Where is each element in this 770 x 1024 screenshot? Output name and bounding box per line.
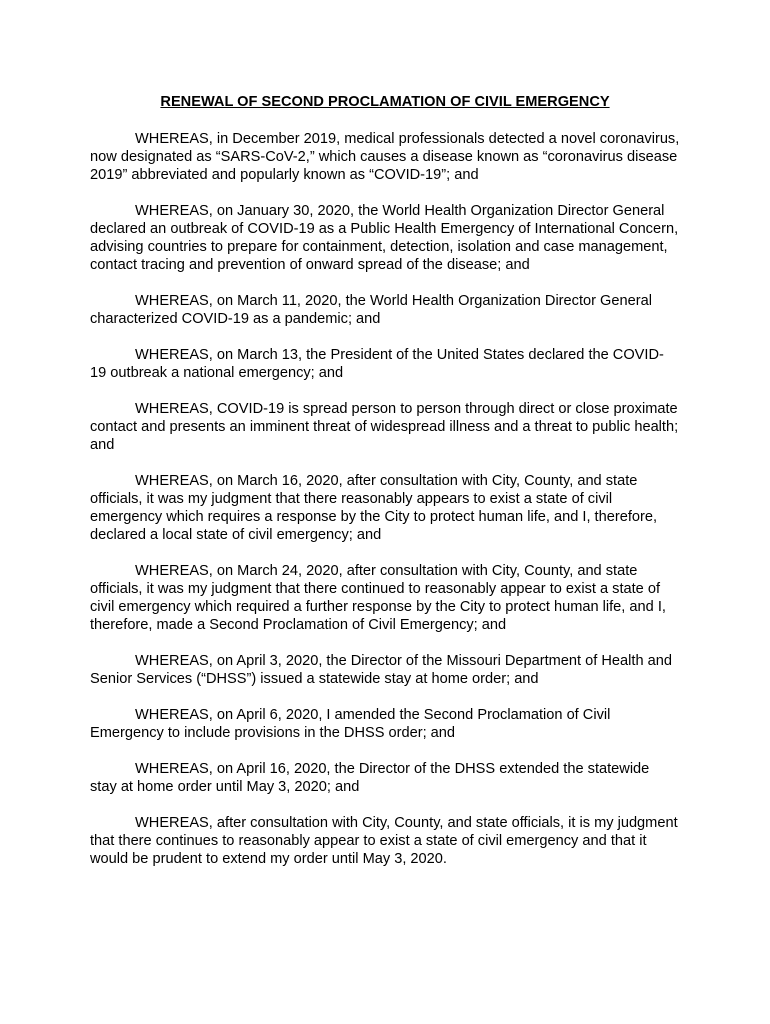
whereas-paragraph-7: WHEREAS, on March 24, 2020, after consultation with City, County, and state officials, it was my judgment that there continued to reasonably appear to exist a state of civil emergency which required a further response by the City to protect human life, and I, therefore, made a Second Proclamation of Civil Emergency; and: [90, 563, 666, 633]
whereas-paragraph-3: WHEREAS, on March 11, 2020, the World Health Organization Director General characterized COVID-19 as a pandemic; and: [90, 293, 652, 327]
whereas-paragraph-9: WHEREAS, on April 6, 2020, I amended the Second Proclamation of Civil Emergency to include provisions in the DHSS order; and: [90, 707, 611, 741]
whereas-paragraph-2: WHEREAS, on January 30, 2020, the World Health Organization Director General declared an outbreak of COVID-19 as a Public Health Emergency of International Concern, advising countries to prepare for containment, detection, isolation and case management, contact tracing and prevention of onward spread of the disease; and: [90, 203, 679, 273]
whereas-paragraph-1: WHEREAS, in December 2019, medical professionals detected a novel coronavirus, now designated as “SARS-CoV-2,” which causes a disease known as “coronavirus disease 2019” abbreviated and popularly known as “COVID-19”; and: [90, 131, 680, 183]
document-body: [90, 93, 680, 886]
whereas-paragraph-11: WHEREAS, after consultation with City, County, and state officials, it is my judgment that there continues to reasonably appear to exist a state of civil emergency and that it would be prudent to extend my order until May 3, 2020.: [90, 815, 678, 867]
document-title: RENEWAL OF SECOND PROCLAMATION OF CIVIL EMERGENCY: [160, 94, 610, 110]
whereas-paragraph-4: WHEREAS, on March 13, the President of the United States declared the COVID-19 outbreak a national emergency; and: [90, 347, 664, 381]
whereas-paragraph-5: WHEREAS, COVID-19 is spread person to person through direct or close proximate contact and presents an imminent threat of widespread illness and a threat to public health; and: [90, 401, 679, 453]
whereas-paragraph-10: WHEREAS, on April 16, 2020, the Director of the DHSS extended the statewide stay at home order until May 3, 2020; and: [90, 761, 650, 795]
whereas-paragraph-8: WHEREAS, on April 3, 2020, the Director of the Missouri Department of Health and Senior Services (“DHSS”) issued a statewide stay at home order; and: [90, 653, 672, 687]
whereas-paragraph-6: WHEREAS, on March 16, 2020, after consultation with City, County, and state officials, it was my judgment that there reasonably appears to exist a state of civil emergency which requires a response by the City to protect human life, and I, therefore, declared a local state of civil emergency; and: [90, 473, 658, 543]
